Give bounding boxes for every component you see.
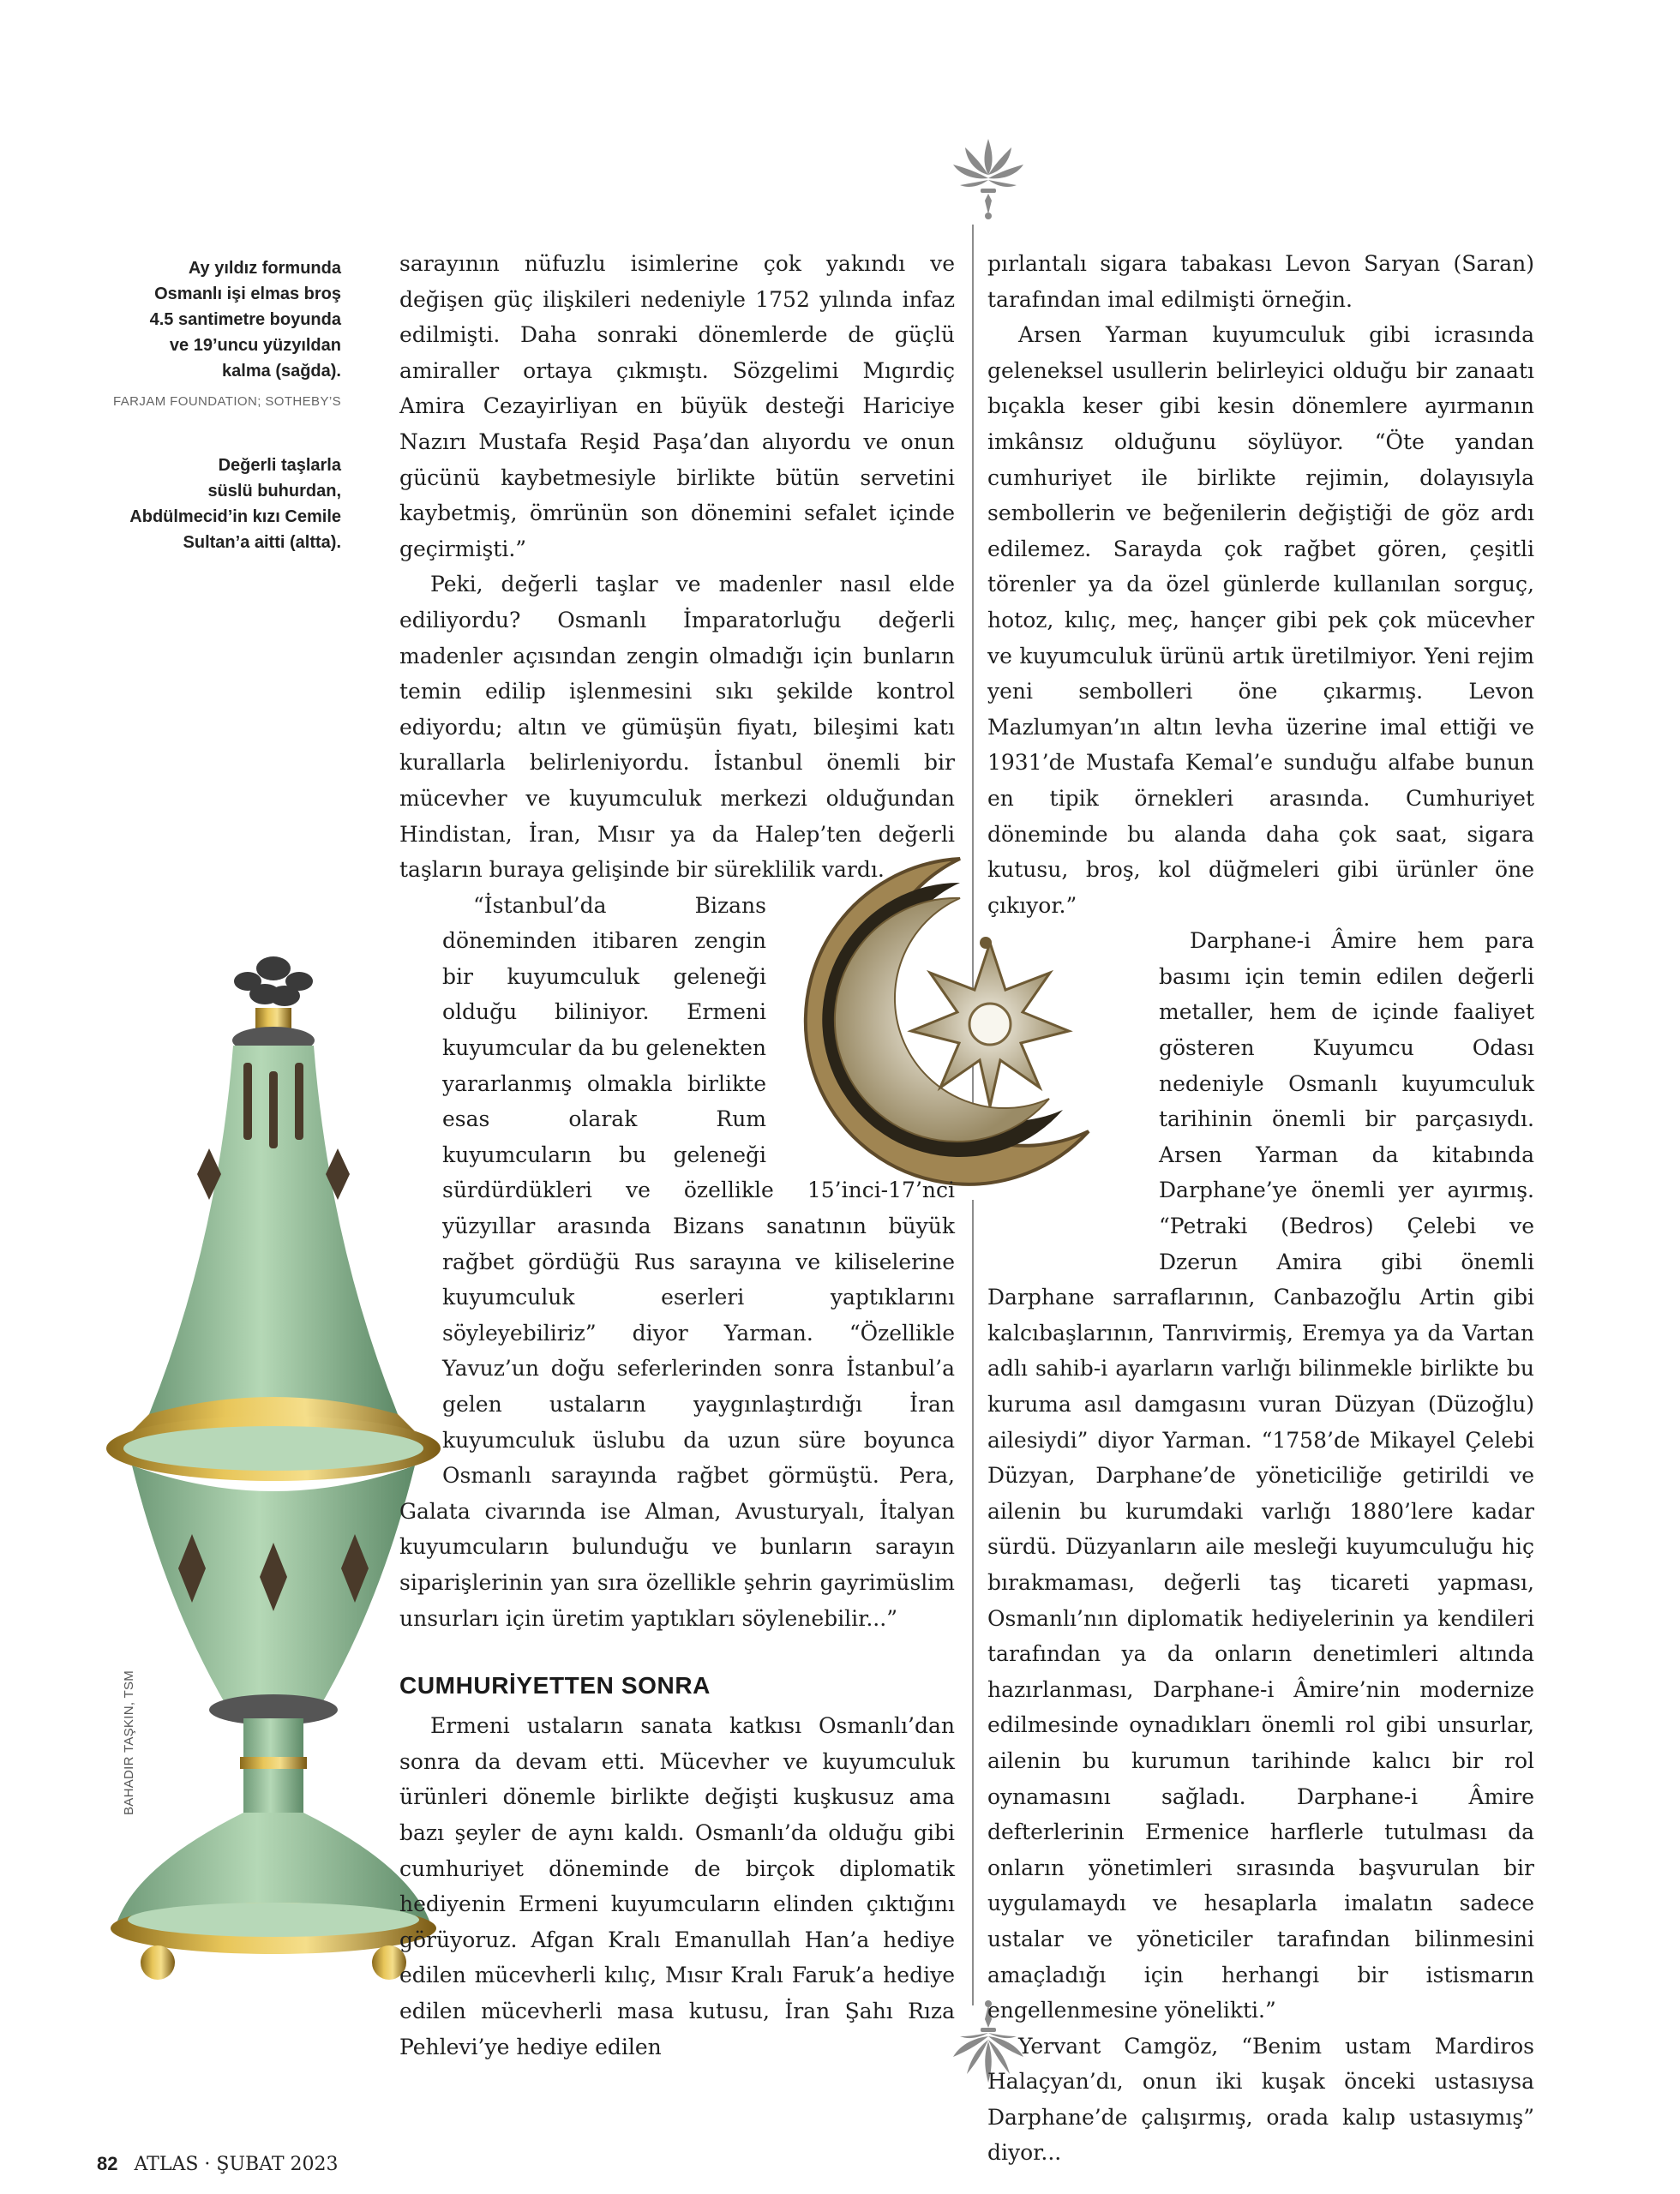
censer-photo-credit: BAHADIR TAŞKIN, TSM — [122, 1669, 136, 1815]
caption-line: ve 19’uncu yüzyıldan — [169, 336, 341, 355]
caption-line: Değerli taşlarla — [218, 456, 341, 475]
censer-caption — [86, 453, 341, 555]
paragraph: “İstanbul’da Bizans döneminden itibaren zengin bir kuyumculuk geleneği olduğu biliniyor. Ermeni kuyumcular da bu gelenekten yararlanmış olmakla birlikte esas olarak Rum kuyumcuların bu geleneği sürdürdükleri ve özellikle 15’inci-17’nci yüzyıllar arasında Bizans sanatının büyük rağbet gördüğü Rus sarayına ve kiliselerine kuyumculuk eserleri yaptıklarını söyleyebiliriz” diyor Yarman. “Özellikle Yavuz’un doğu seferlerinden sonra İstanbul’a gelen ustaların yaygınlaştırdığı İran kuyumculuk üslubu da uzun süre boyunca Osmanlı sarayında rağbet görmüştü. Pera, Galata civarında ise Alman, Avusturyalı, İtalyan kuyumcuların bulunduğu ve bunların sarayın siparişlerinin yan sıra özellikle şehrin gayrimüslim unsurları için üretim yaptıkları söylenebilir...” — [399, 892, 955, 1631]
publication-name: ATLAS · ŞUBAT 2023 — [134, 2154, 339, 2175]
brooch-wrap-spacer — [766, 888, 938, 1171]
caption-line: Osmanlı işi elmas broş — [154, 285, 341, 303]
paragraph: Peki, değerli taşlar ve madenler nasıl elde ediliyordu? Osmanlı İmparatorluğu değerli madenler açısından zengin olmadığı için bunların temin edilip işlenmesini sıkı şekilde kontrol ediyordu; altın ve gümüşün fiyatı, bileşimi katı kurallarla belirleniyordu. İstanbul önemli bir mücevher ve kuyumculuk merkezi olduğundan Hindistan, İran, Mısır ya da Halep’ten değerli taşların buraya gelişinde bir süreklilik vardı. — [399, 572, 955, 883]
censer-wrap-spacer — [399, 888, 442, 1488]
page-footer — [97, 2153, 339, 2175]
brooch-wrap-spacer — [987, 923, 1159, 1266]
caption-line: 4.5 santimetre boyunda — [149, 310, 341, 329]
brooch-photo-credit: FARJAM FOUNDATION; SOTHEBY’S — [113, 394, 341, 409]
paragraph: Ermeni ustaların sanata katkısı Osmanlı’dan sonra da devam etti. Mücevher ve kuyumculuk ürünleri dönemle birlikte değişti kuşkusuz ama bazı şeyler de aynı kaldı. Osmanlı’da olduğu gibi cumhuriyet döneminde de birçok diplomatik hediyenin Ermeni kuyumcuların elinden çıktığını görüyoruz. Afgan Kralı Emanullah Han’a hediye edilen mücevherli kılıç, Mısır Kralı Faruk’a hediye edilen mücevherli masa kutusu, İran Şahı Rıza Pehlevi’ye hediye edilen — [399, 1713, 955, 2059]
page-number: 82 — [97, 2153, 118, 2174]
right-text-column — [987, 246, 1534, 2171]
caption-line: Ay yıldız formunda — [188, 259, 341, 278]
paragraph: Darphane-i Âmire hem para basımı için temin edilen değerli metaller, hem de içinde faaliyet gösteren Kuyumcu Odası nedeniyle Osmanlı kuyumculuk tarihinin önemli bir parçasıydı. Arsen Yarman da kitabında Darphane’ye önemli yer ayırmış. “Petraki (Bedros) Çelebi ve Dzerun Amira gibi önemli Darphane sarraflarının, Canbazoğlu Artin gibi kalcıbaşlarının, Tanrıvirmiş, Eremya ya da Vartan adlı sahib-i ayarların varlığı bilinmekle birlikte bu kuruma asıl damgasını vuran Düzyan (Düzoğlu) ailesiydi” diyor Yarman. “1758’de Mikayel Çelebi Düzyan, Darphane’de yöneticiliğe getirildi ve ailenin bu kurumdaki varlığı 1880’lere kadar sürdü. Düzyanların aile mesleği kuyumculuğu hiç bırakmaması, değerli taş ticareti yapması, Osmanlı’nın diplomatik hediyelerinin ya kendileri tarafından ya da onların denetimleri altında hazırlanması, Darphane-i Âmire’nin modernize edilmesinde oynadıkları önemli rol gibi unsurlar, ailenin bu kurumun tarihinde kalıcı bir rol oynamasını sağladı. Darphane-i Âmire defterlerinin Ermenice harflerle tutulması da onların yönetimleri sırasında başvurulan bir uygulamaydı ve hesaplarla imalatın sadece ustalar ve yöneticiler tarafından bilinmesini amaçladığı için herhangi bir istismarın engellenmesine yönelikti.” — [987, 928, 1534, 2023]
text-wrap-spacer — [938, 888, 955, 889]
top-ornament-icon — [950, 137, 1027, 231]
paragraph: Yervant Camgöz, “Benim ustam Mardiros Halaçyan’dı, onun iki kuşak önceki ustasıysa Darphane’de çalışırmış, orada kalıp ustasıymış” diyor... — [987, 2033, 1534, 2166]
left-text-column — [399, 246, 955, 2065]
section-heading: CUMHURİYETTEN SONRA — [399, 1672, 711, 1699]
caption-line: Sultan’a aitti (altta). — [183, 533, 341, 552]
column-divider-bottom — [972, 1200, 974, 2005]
paragraph: pırlantalı sigara tabakası Levon Saryan (Saran) tarafından imal edilmişti örneğin. — [987, 251, 1534, 312]
caption-line: kalma (sağda). — [222, 362, 341, 381]
caption-line: Abdülmecid’in kızı Cemile — [129, 507, 341, 526]
caption-line: süslü buhurdan, — [207, 482, 341, 501]
paragraph: Arsen Yarman kuyumculuk gibi icrasında geleneksel usullerin belirleyici olduğu bir zanaatı bıçakla keser gibi kesin dönemlere ayırmanın imkânsız olduğunu söylüyor. “Öte yandan cumhuriyet ile birlikte rejimin, dolayısıyla sembollerin ve beğenilerin değiştiği de göz ardı edilemez. Sarayda çok rağbet gören, çeşitli törenler ya da özel günlerde kullanılan sorguç, hotoz, kılıç, meç, hançer gibi pek çok mücevher ve kuyumculuk ürünü artık üretilmiyor. Yeni rejim yeni sembolleri öne çıkarmış. Levon Mazlumyan’ın altın levha üzerine imal ettiği ve 1931’de Mustafa Kemal’e sunduğu alfabe bunun en tipik örnekleri arasında. Cumhuriyet döneminde bu alanda daha çok saat, sigara kutusu, broş, kol düğmeleri gibi ürünler öne çıkıyor.” — [987, 322, 1534, 918]
paragraph: sarayının nüfuzlu isimlerine çok yakındı ve değişen güç ilişkileri nedeniyle 1752 yılında infaz edilmişti. Daha sonraki dönemlerde de güçlü amiraller ortaya çıkmıştı. Sözgelimi Mıgırdiç Amira Cezayirliyan en büyük desteği Hariciye Nazırı Mustafa Reşid Paşa’dan alıyordu ve onun gücünü kaybetmesiyle birlikte bütün servetini kaybetmiş, ömrünün son dönemini sefalet içinde geçirmişti.” — [399, 251, 955, 561]
brooch-caption — [86, 255, 341, 415]
